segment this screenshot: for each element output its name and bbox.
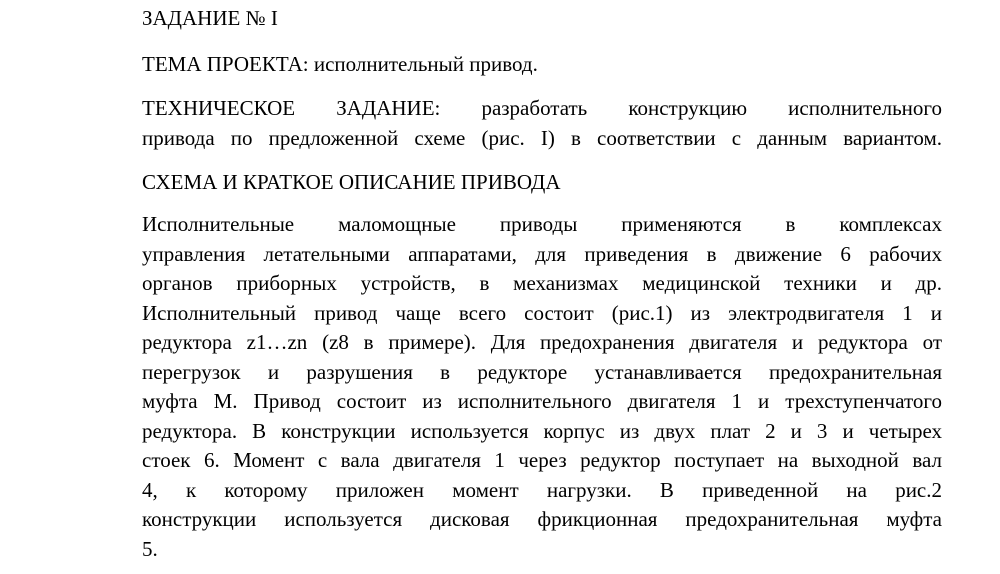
body-line: редуктора. В конструкции используется корпус из двух плат 2 и 3 и четырех <box>142 418 942 443</box>
body-line: муфта М. Привод состоит из исполнительного двигателя 1 и трехступенчатого <box>142 389 942 413</box>
project-topic: ТЕМА ПРОЕКТА: исполнительный привод. <box>142 52 538 76</box>
spec-line: ТЕХНИЧЕСКОЕ ЗАДАНИЕ: разработать конструкцию исполнительного <box>142 96 942 120</box>
body-line: управления летательными аппаратами, для приведения в движение 6 рабочих <box>142 241 942 266</box>
body-line: 4, к которому приложен момент нагрузки. В приведенной на рис.2 <box>142 477 942 502</box>
section-heading: СХЕМА И КРАТКОЕ ОПИСАНИЕ ПРИВОДА <box>142 170 561 194</box>
spec-line: привода по предложенной схеме (рис. I) в соответствии с данным вариантом. <box>142 125 942 150</box>
body-line: редуктора z1…zn (z8 в примере). Для предохранения двигателя и редуктора от <box>142 330 942 354</box>
technical-spec <box>142 94 942 153</box>
description-paragraph <box>142 210 942 564</box>
body-line: 5. <box>142 536 158 561</box>
body-line: стоек 6. Момент с вала двигателя 1 через редуктор поступает на выходной вал <box>142 448 942 472</box>
body-line: конструкции используется дисковая фрикционная предохранительная муфта <box>142 507 942 531</box>
assignment-heading: ЗАДАНИЕ № I <box>142 6 278 30</box>
body-line: органов приборных устройств, в механизмах медицинской техники и др. <box>142 271 942 295</box>
body-line: Исполнительный привод чаще всего состоит (рис.1) из электродвигателя 1 и <box>142 300 942 325</box>
body-line: перегрузок и разрушения в редукторе устанавливается предохранительная <box>142 359 942 384</box>
body-line: Исполнительные маломощные приводы применяются в комплексах <box>142 212 942 236</box>
